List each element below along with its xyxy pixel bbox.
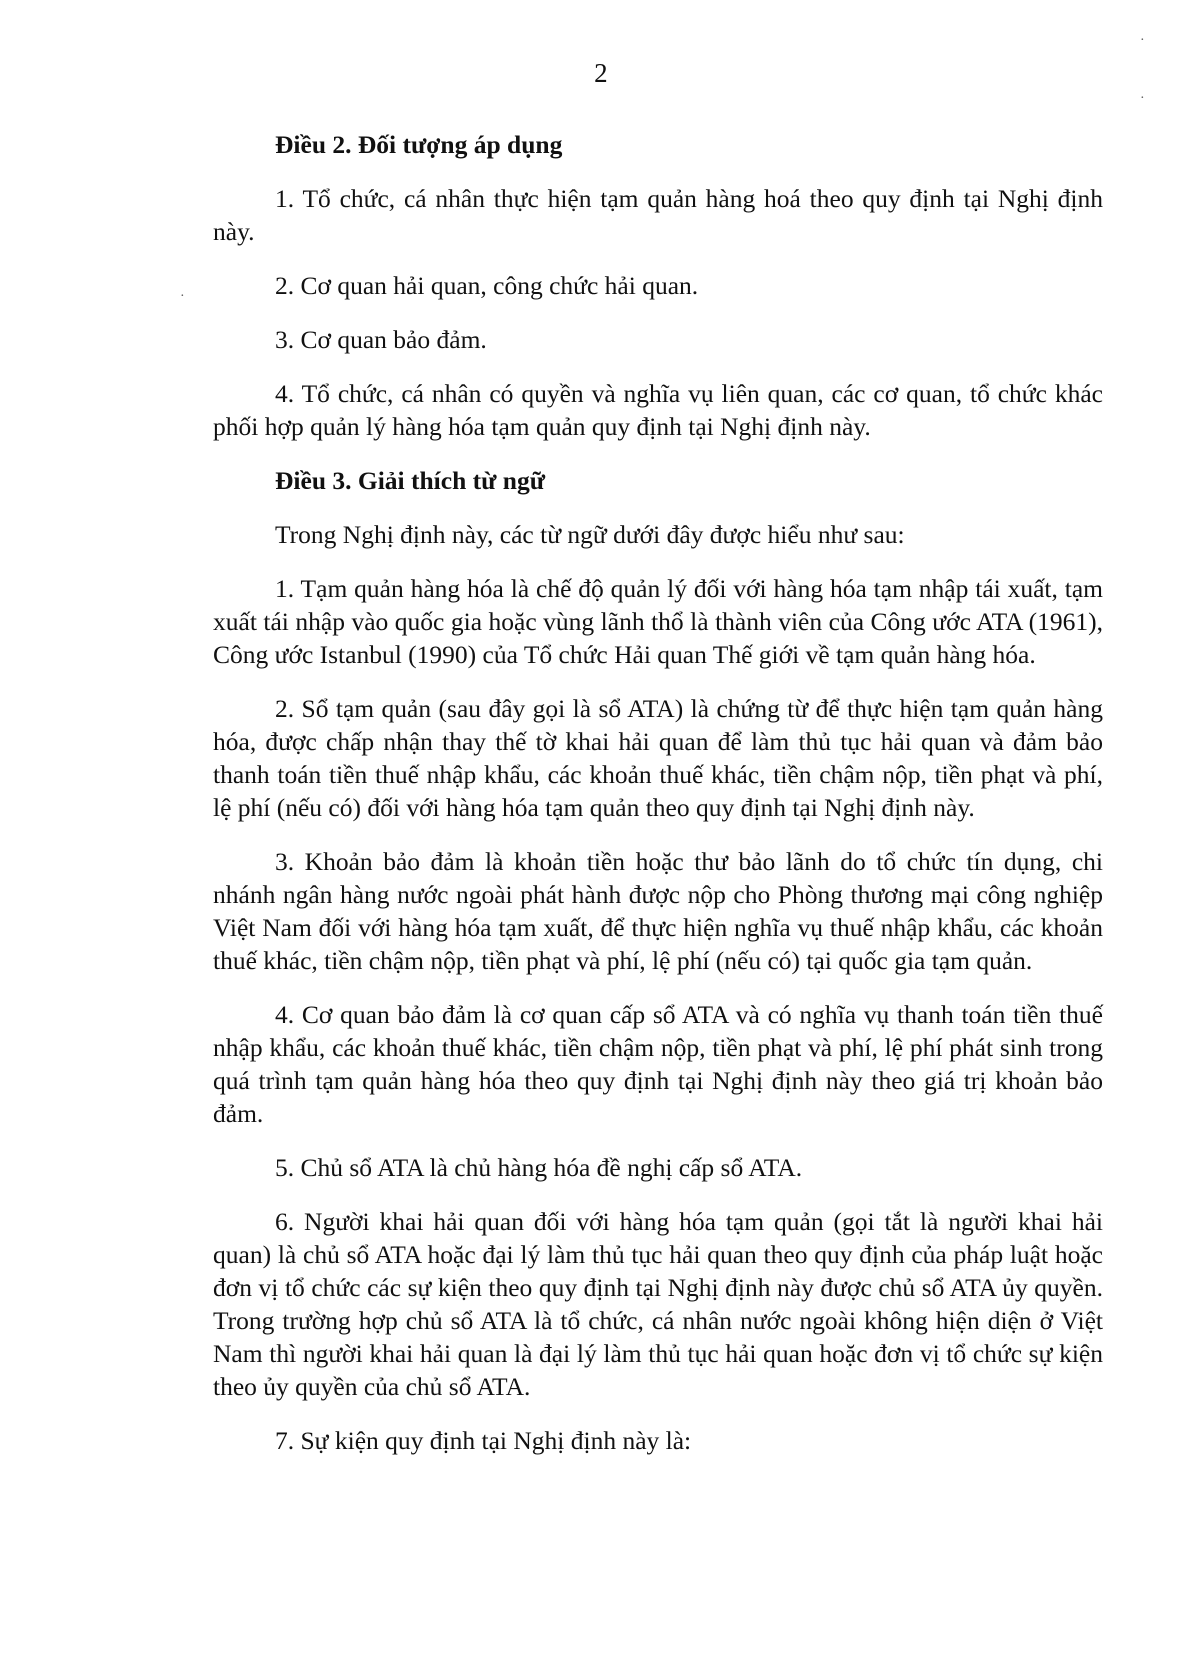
article-2 [213,128,1103,443]
article-2-item-1: 1. Tổ chức, cá nhân thực hiện tạm quản hàng hoá theo quy định tại Nghị định này. [213,184,1103,246]
document-body [213,128,1103,1478]
article-3-heading: Điều 3. Giải thích từ ngữ [275,466,546,495]
article-3-item-3: 3. Khoản bảo đảm là khoản tiền hoặc thư bảo lãnh do tổ chức tín dụng, chi nhánh ngân hàng nước ngoài phát hành được nộp cho Phòng thương mại công nghiệp Việt Nam đối với hàng hóa tạm xuất, để thực hiện nghĩa vụ thuế nhập khẩu, các khoản thuế khác, tiền chậm nộp, tiền phạt và phí, lệ phí (nếu có) tại quốc gia tạm quản. [213,847,1103,975]
article-3-item-7: 7. Sự kiện quy định tại Nghị định này là: [275,1426,692,1455]
article-3-item-6: 6. Người khai hải quan đối với hàng hóa tạm quản (gọi tắt là người khai hải quan) là chủ sổ ATA hoặc đại lý làm thủ tục hải quan theo quy định của pháp luật hoặc đơn vị tổ chức các sự kiện theo quy định tại Nghị định này được chủ sổ ATA ủy quyền. Trong trường hợp chủ sổ ATA là tổ chức, cá nhân nước ngoài không hiện diện ở Việt Nam thì người khai hải quan là đại lý làm thủ tục hải quan hoặc đơn vị tổ chức sự kiện theo ủy quyền của chủ sổ ATA. [213,1207,1103,1401]
article-2-item-4: 4. Tổ chức, cá nhân có quyền và nghĩa vụ liên quan, các cơ quan, tổ chức khác phối hợp quản lý hàng hóa tạm quản quy định tại Nghị định này. [213,379,1103,441]
article-2-heading: Điều 2. Đối tượng áp dụng [275,130,563,159]
article-2-item-2: 2. Cơ quan hải quan, công chức hải quan. [275,271,699,300]
article-3-item-5: 5. Chủ sổ ATA là chủ hàng hóa đề nghị cấp sổ ATA. [275,1153,803,1182]
article-3-item-1: 1. Tạm quản hàng hóa là chế độ quản lý đối với hàng hóa tạm nhập tái xuất, tạm xuất tái nhập vào quốc gia hoặc vùng lãnh thổ là thành viên của Công ước ATA (1961), Công ước Istanbul (1990) của Tổ chức Hải quan Thế giới về tạm quản hàng hóa. [213,574,1103,669]
article-3-item-4: 4. Cơ quan bảo đảm là cơ quan cấp sổ ATA và có nghĩa vụ thanh toán tiền thuế nhập khẩu, các khoản thuế khác, tiền chậm nộp, tiền phạt và phí, lệ phí phát sinh trong quá trình tạm quản hàng hóa theo quy định tại Nghị định này theo giá trị khoản bảo đảm. [213,1000,1103,1128]
scan-speck: · [180,289,185,304]
article-3-intro: Trong Nghị định này, các từ ngữ dưới đây được hiểu như sau: [275,520,905,549]
scan-speck: · [1140,91,1145,106]
article-3-item-2: 2. Sổ tạm quản (sau đây gọi là sổ ATA) là chứng từ để thực hiện tạm quản hàng hóa, được chấp nhận thay thế tờ khai hải quan để làm thủ tục hải quan và đảm bảo thanh toán tiền thuế nhập khẩu, các khoản thuế khác, tiền chậm nộp, tiền phạt và phí, lệ phí (nếu có) đối với hàng hóa tạm quản theo quy định tại Nghị định này. [213,694,1103,822]
page-number: 2 [594,58,608,88]
article-3 [213,464,1103,1457]
scan-speck: · [1140,33,1145,48]
article-2-item-3: 3. Cơ quan bảo đảm. [275,325,487,354]
